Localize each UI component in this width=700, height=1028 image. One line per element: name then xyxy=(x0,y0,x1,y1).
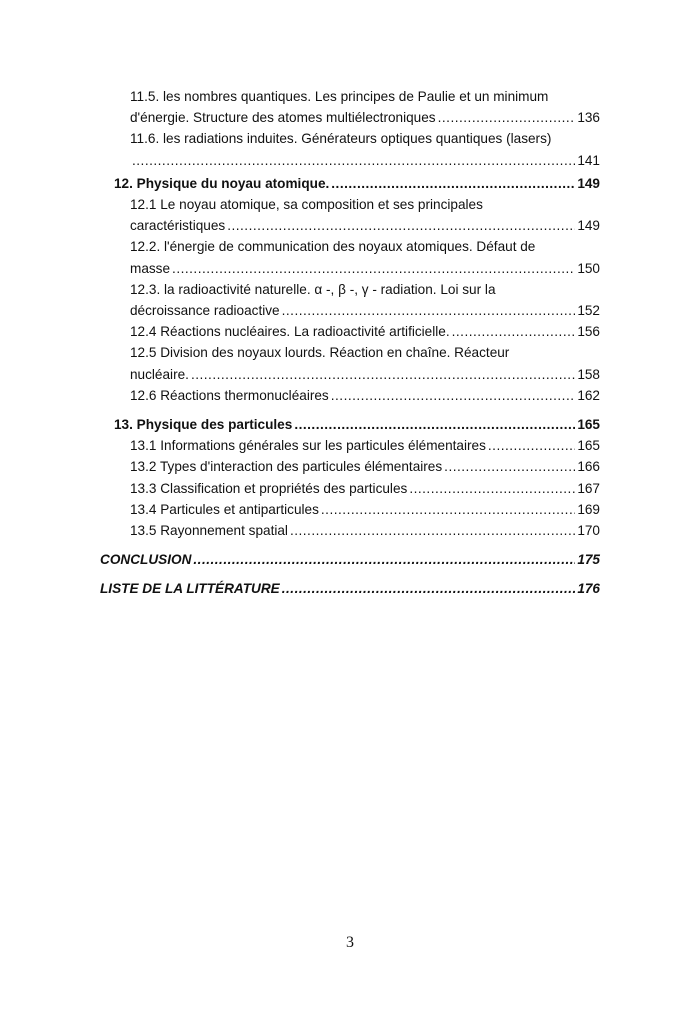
page-number: 3 xyxy=(346,934,354,951)
dot-leader xyxy=(172,258,575,279)
toc-section-title: LISTE DE LA LITTÉRATURE xyxy=(100,581,280,597)
toc-entry-title: 11.6. les radiations induites. Générateurs optiques quantiques (lasers) xyxy=(130,131,552,147)
toc-entry-13-5 xyxy=(130,520,600,541)
toc-entry-11-6 xyxy=(130,128,600,170)
toc-page-number: 156 xyxy=(577,324,600,340)
toc-page-number: 165 xyxy=(577,438,600,454)
dot-leader xyxy=(191,364,575,385)
toc-entry-title: 13.3 Classification et propriétés des particules xyxy=(130,480,408,496)
toc-entry-title-cont: masse xyxy=(130,260,171,276)
toc-entry-12-3 xyxy=(130,279,600,321)
toc-entry-12-2 xyxy=(130,236,600,278)
toc-page-number: 170 xyxy=(577,523,600,539)
dot-leader xyxy=(321,499,575,520)
dot-leader xyxy=(132,150,575,171)
toc-page-number: 169 xyxy=(577,501,600,517)
dot-leader xyxy=(452,321,576,342)
toc-page-number: 152 xyxy=(577,303,600,319)
toc-section-title: 12. Physique du noyau atomique. xyxy=(114,175,330,191)
toc-entry-title: 12.5 Division des noyaux lourds. Réaction en chaîne. Réacteur xyxy=(130,345,510,361)
dot-leader xyxy=(282,578,576,599)
dot-leader xyxy=(331,385,576,406)
toc-section-13 xyxy=(114,414,600,435)
toc-page-number: 166 xyxy=(577,459,600,475)
toc-entry-12-4 xyxy=(130,321,600,342)
toc-entry-title: 12.3. la radioactivité naturelle. α -, β -, γ - radiation. Loi sur la xyxy=(130,281,496,297)
toc-entry-title-cont: d'énergie. Structure des atomes multiélectroniques xyxy=(130,110,436,126)
toc-entry-13-3 xyxy=(130,478,600,499)
dot-leader xyxy=(444,456,575,477)
toc-section-title: CONCLUSION xyxy=(100,552,192,568)
toc-entry-13-2 xyxy=(130,456,600,477)
dot-leader xyxy=(193,549,575,570)
toc-entry-title: 13.1 Informations générales sur les particules élémentaires xyxy=(130,438,486,454)
dot-leader xyxy=(290,520,575,541)
dot-leader xyxy=(488,435,575,456)
dot-leader xyxy=(282,300,576,321)
toc-page-number: 149 xyxy=(577,218,600,234)
toc-page-number: 158 xyxy=(577,366,600,382)
dot-leader xyxy=(331,173,575,194)
toc-entry-11-5 xyxy=(130,86,600,128)
toc-page-number: 165 xyxy=(577,417,600,433)
toc-page-number: 176 xyxy=(577,581,600,597)
toc-entry-title: 11.5. les nombres quantiques. Les principes de Paulie et un minimum xyxy=(130,89,549,104)
toc-entry-title: 12.4 Réactions nucléaires. La radioactivité artificielle. xyxy=(130,324,450,340)
toc-entry-12-1 xyxy=(130,194,600,236)
toc-entry-title-cont: nucléaire. xyxy=(130,366,189,382)
toc-entry-title: 12.1 Le noyau atomique, sa composition et ses principales xyxy=(130,197,483,213)
toc-entry-title: 12.6 Réactions thermonucléaires xyxy=(130,387,329,403)
toc-entry-12-6 xyxy=(130,385,600,406)
toc-conclusion xyxy=(100,549,600,570)
toc-page-number: 150 xyxy=(577,260,600,276)
toc-entry-title-cont: caractéristiques xyxy=(130,218,226,234)
dot-leader xyxy=(294,414,575,435)
toc-page-number: 149 xyxy=(577,175,600,191)
toc-page-number: 167 xyxy=(577,480,600,496)
dot-leader xyxy=(409,478,575,499)
table-of-contents xyxy=(100,86,600,600)
toc-entry-title: 12.2. l'énergie de communication des noyaux atomiques. Défaut de xyxy=(130,239,536,255)
dot-leader xyxy=(227,215,575,236)
toc-page-number: 175 xyxy=(577,552,600,568)
toc-literature xyxy=(100,578,600,599)
toc-entry-title: 13.5 Rayonnement spatial xyxy=(130,523,288,539)
toc-page-number: 162 xyxy=(577,387,600,403)
dot-leader xyxy=(438,107,576,128)
toc-entry-title: 13.2 Types d'interaction des particules élémentaires xyxy=(130,459,443,475)
toc-entry-12-5 xyxy=(130,342,600,384)
toc-page-number: 141 xyxy=(577,152,600,168)
toc-section-12 xyxy=(114,173,600,194)
toc-page-number: 136 xyxy=(577,110,600,126)
toc-section-title: 13. Physique des particules xyxy=(114,417,293,433)
toc-entry-13-4 xyxy=(130,499,600,520)
toc-entry-13-1 xyxy=(130,435,600,456)
toc-entry-title: 13.4 Particules et antiparticules xyxy=(130,501,319,517)
toc-entry-title-cont: décroissance radioactive xyxy=(130,303,280,319)
